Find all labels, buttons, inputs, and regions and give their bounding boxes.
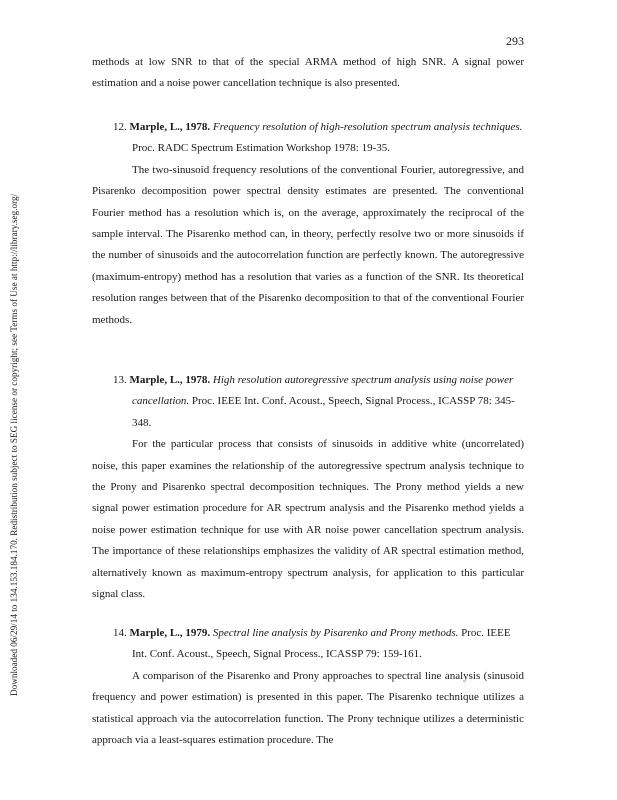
reference-source: Proc. IEEE Int. Conf. Acoust., Speech, Signal Process., ICASSP 79: 159-161. [132,627,511,661]
reference-source: Proc. RADC Spectrum Estimation Workshop 1978: 19-35. [132,142,391,155]
reference-number: 14. [113,627,127,639]
intro-text: methods at low SNR to that of the special ARMA method of high SNR. A signal power estimation and a noise power cancellation technique is also presented. [92,56,524,90]
reference-heading [92,370,524,434]
reference-abstract: The two-sinusoid frequency resolutions of the conventional Fourier, autoregressive, and Pisarenko decomposition power spectral density estimates are presented. The conventional Fourier method has a resolution which is, on the average, approximately the reciprocal of the sample interval. The Pisarenko method can, in theory, perfectly resolve two or more sinusoids if the number of sinusoids and the autocorrelation function are perfectly known. The autoregressive (maximum-entropy) method has a resolution that varies as a function of the SNR. Its theoretical resolution ranges between that of the Pisarenko decomposition to that of the conventional Fourier methods. [92,163,524,326]
reference-entry-12 [92,117,524,331]
reference-title: Frequency resolution of high-resolution spectrum analysis techniques. [212,121,523,133]
reference-heading [92,623,524,666]
download-notice: Downloaded 06/29/14 to 134.153.184.170. Redistribution subject to SEG license or copyright; see Terms of Use at http://library.seg.org/ [9,193,19,696]
reference-number: 12. [113,121,127,133]
reference-authors: Marple, L., 1978. [129,121,211,133]
reference-title: High resolution autoregressive spectrum analysis using noise power cancellation. [132,374,514,408]
reference-authors: Marple, L., 1978. [129,374,211,386]
reference-entry-14 [92,623,524,751]
reference-authors: Marple, L., 1979. [129,627,211,639]
reference-abstract: A comparison of the Pisarenko and Prony approaches to spectral line analysis (sinusoid frequency and power estimation) is presented in this paper. The Pisarenko technique utilizes a statistical approach via the autocorrelation function. The Prony technique utilizes a deterministic approach via a least-squares estimation procedure. The [92,669,524,747]
reference-abstract: For the particular process that consists of sinusoids in additive white (uncorrelated) noise, this paper examines the relationship of the autoregressive spectrum analysis technique to the Prony and Pisarenko spectral decomposition techniques. The Prony method yields a new signal power estimation procedure for AR spectrum analysis and the Pisarenko method yields a noise power estimation technique for use with AR noise power cancellation spectrum analysis. The importance of these relationships emphasizes the validity of AR spectral estimation method, alternatively known as maximum-entropy spectrum analysis, for application to this particular signal class. [92,438,524,601]
reference-heading [92,117,524,160]
reference-title: Spectral line analysis by Pisarenko and Prony methods. [212,627,459,639]
reference-number: 13. [113,374,127,386]
page-number: 293 [506,34,524,48]
reference-entry-13 [92,370,524,605]
intro-paragraph [92,52,524,95]
reference-source: Proc. IEEE Int. Conf. Acoust., Speech, Signal Process., ICASSP 78: 345-348. [132,395,515,429]
